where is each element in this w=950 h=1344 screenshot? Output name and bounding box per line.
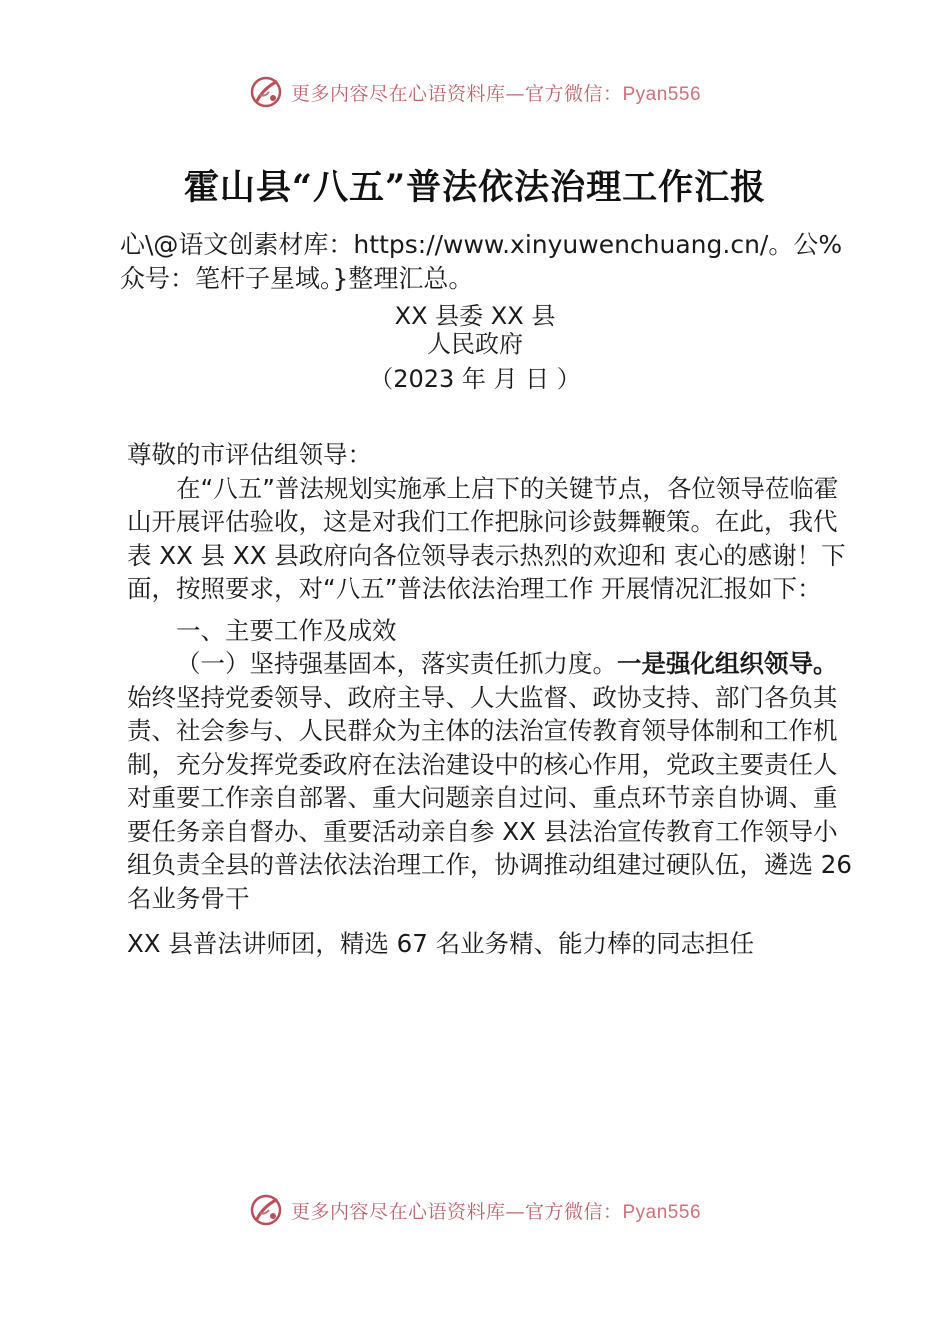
issuer-block (0, 302, 950, 358)
subsection-bold-lead: 一是强化组织领导。 (617, 649, 838, 678)
issuer-line-2: 人民政府 (427, 330, 523, 358)
issuer-line-1: XX 县委 XX 县 (394, 302, 556, 330)
banner-wechat-id: Pyan556 (622, 83, 702, 105)
trailing-line: XX 县普法讲师团，精选 67 名业务精、能力棒的同志担任 (127, 929, 755, 958)
header-banner (0, 72, 950, 112)
document-date: （2023 年 月 日 ） (369, 365, 581, 393)
salutation: 尊敬的市评估组领导： (127, 440, 372, 469)
document-body (127, 438, 852, 961)
banner-text: 更多内容尽在心语资料库—官方微信：Pyan556 (290, 82, 702, 105)
subsection-body: 始终坚持党委领导、政府主导、人大监督、政协支持、部门各负其责、社会参与、人民群众为主体的法治宣传教育领导体制和工作机制，充分发挥党委政府在法治建设中的核心作用，党政主要责任人对重要工作亲自部署、重大问题亲自过问、重点环节亲自协调、重要任务亲自督办、重要活动亲自参 XX 县法治宣传教育工作领导小组负责全县的普法依法治理工作，协调推动组建过硬队伍，遴选 26 名业务骨干 (127, 682, 852, 913)
source-line: 心\@语文创素材库：https://www.xinyuwenchuang.cn/。公%众号：笔杆子星域。}整理汇总。 (120, 230, 843, 293)
subsection-lead: （一）坚持强基固本，落实责任抓力度。 (176, 649, 617, 678)
intro-paragraph: 在“八五”普法规划实施承上启下的关键节点，各位领导莅临霍山开展评估验收，这是对我们工作把脉问诊鼓舞鞭策。在此，我代表 XX 县 XX 县政府向各位领导表示热烈的欢迎和 衷心的感谢！下面，按照要求，对“八五”普法依法治理工作 开展情况汇报如下： (127, 473, 846, 603)
section-heading: 一、主要工作及成效 (176, 615, 397, 645)
subsection-paragraph (127, 647, 852, 915)
brush-logo-icon (249, 1193, 283, 1227)
document-title: 霍山县“八五”普法依法治理工作汇报 (183, 167, 767, 208)
banner-wechat-id: Pyan556 (622, 1201, 702, 1223)
banner-text: 更多内容尽在心语资料库—官方微信：Pyan556 (290, 1200, 702, 1223)
brush-logo-icon (249, 75, 283, 109)
footer-banner (0, 1190, 950, 1230)
